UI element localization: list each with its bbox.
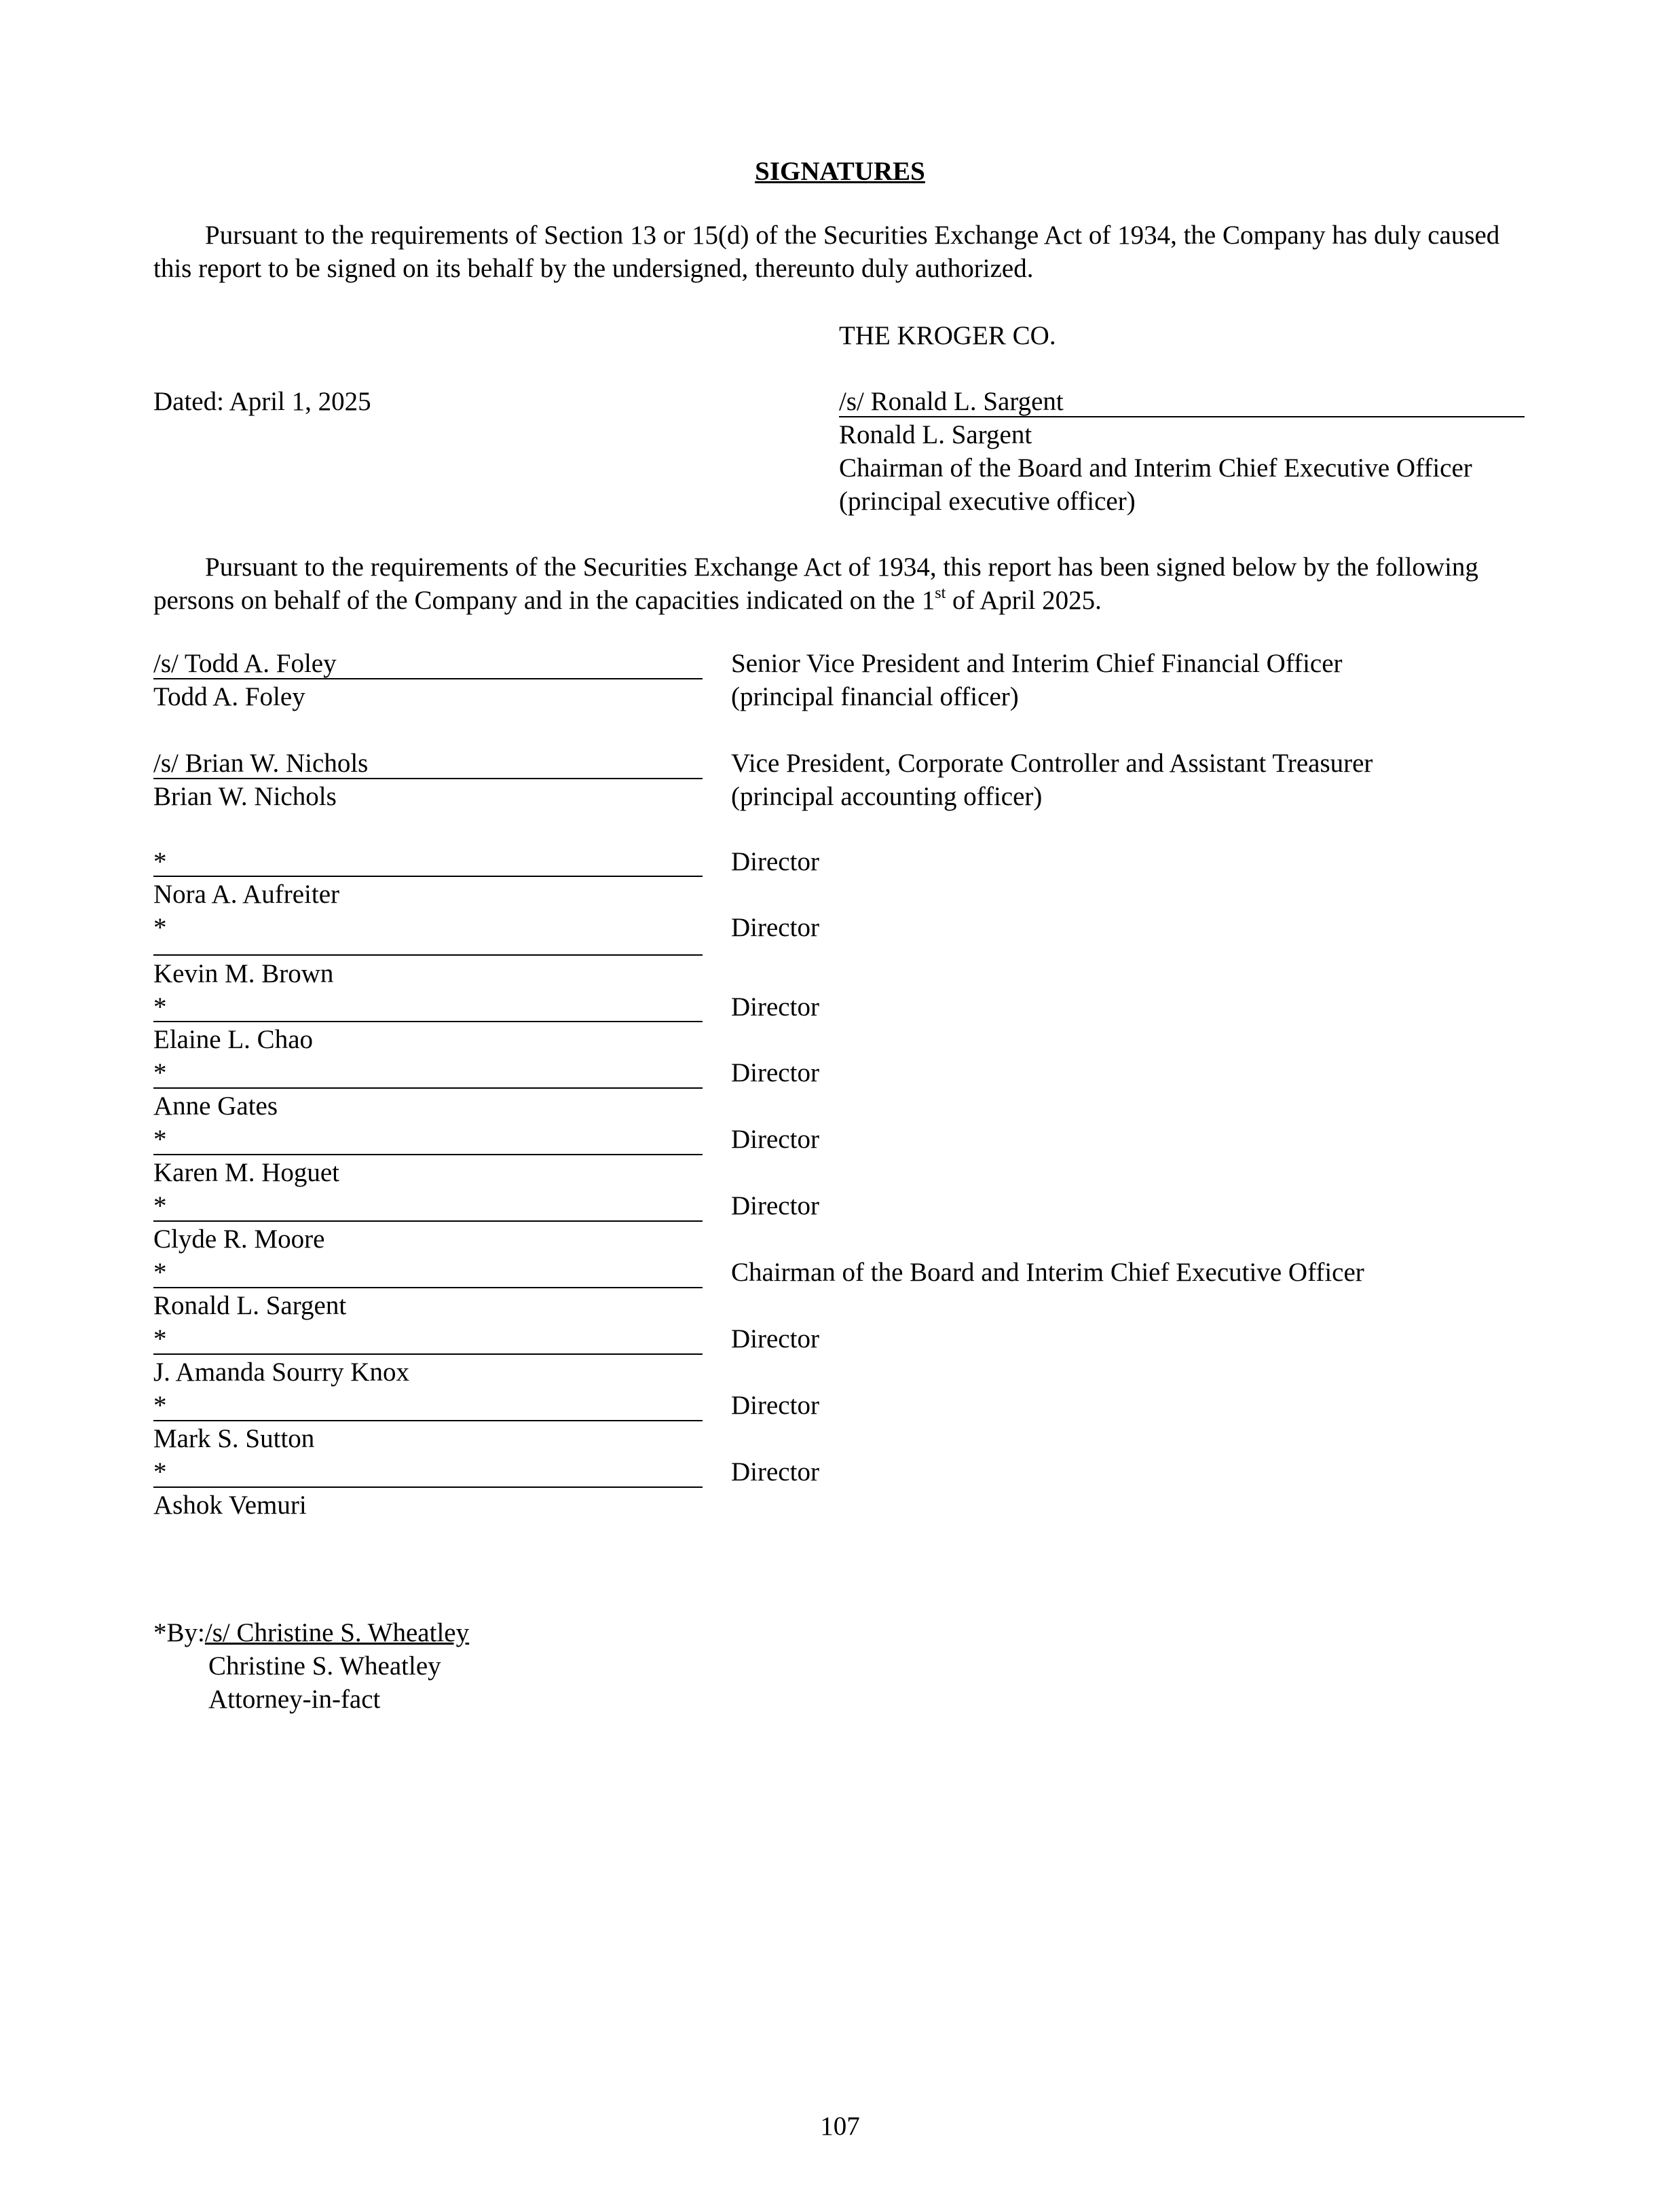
officer-name: Brian W. Nichols bbox=[153, 782, 337, 811]
officer-role: (principal financial officer) bbox=[731, 682, 1019, 711]
ordinal-suffix: st bbox=[935, 584, 946, 602]
attorney-signature-block bbox=[153, 1616, 469, 1649]
signature-line bbox=[153, 1486, 703, 1488]
director-name: Anne Gates bbox=[153, 1091, 278, 1121]
officer-title: Vice President, Corporate Controller and Assistant Treasurer bbox=[731, 749, 1373, 778]
director-capacity: Director bbox=[731, 1391, 819, 1420]
signature-mark: * bbox=[153, 913, 167, 942]
director-capacity: Chairman of the Board and Interim Chief Executive Officer bbox=[731, 1258, 1364, 1287]
signature-mark: * bbox=[153, 1125, 167, 1154]
signature-mark: * bbox=[153, 1058, 167, 1087]
officer-signature: /s/ Brian W. Nichols bbox=[153, 749, 369, 778]
director-capacity: Director bbox=[731, 1058, 819, 1087]
signature-mark: * bbox=[153, 1258, 167, 1287]
signature-mark: * bbox=[153, 1324, 167, 1353]
exec-signature-line bbox=[839, 416, 1525, 417]
dated-line: Dated: April 1, 2025 bbox=[153, 387, 371, 416]
intro-paragraph: Pursuant to the requirements of Section 13 or 15(d) of the Securities Exchange Act of 1934, the Company has duly caused this report to be signed on its behalf by the undersigned, thereunto duly authorized. bbox=[153, 221, 1500, 283]
director-capacity: Director bbox=[731, 1191, 819, 1220]
signature-line bbox=[153, 778, 703, 779]
signature-line bbox=[153, 876, 703, 877]
second-paragraph-text: Pursuant to the requirements of the Securities Exchange Act of 1934, this report has been signed below by the following persons on behalf of the Company and in the capacities indicated on the 1 bbox=[153, 553, 1478, 615]
director-capacity: Director bbox=[731, 1324, 819, 1353]
director-name: J. Amanda Sourry Knox bbox=[153, 1358, 409, 1387]
director-capacity: Director bbox=[731, 992, 819, 1022]
attorney-name: Christine S. Wheatley bbox=[208, 1651, 441, 1681]
director-name: Mark S. Sutton bbox=[153, 1424, 315, 1453]
director-name: Clyde R. Moore bbox=[153, 1224, 325, 1254]
signature-line bbox=[153, 954, 703, 956]
signature-mark: * bbox=[153, 1457, 167, 1486]
attorney-title: Attorney-in-fact bbox=[208, 1685, 381, 1714]
signature-line bbox=[153, 678, 703, 679]
page-title: SIGNATURES bbox=[755, 157, 925, 186]
director-name: Kevin M. Brown bbox=[153, 959, 334, 988]
exec-role: (principal executive officer) bbox=[839, 487, 1136, 516]
signature-line bbox=[153, 1087, 703, 1089]
signature-mark: * bbox=[153, 1191, 167, 1220]
second-paragraph bbox=[153, 550, 1538, 617]
director-capacity: Director bbox=[731, 913, 819, 942]
signature-line bbox=[153, 1154, 703, 1155]
officer-name: Todd A. Foley bbox=[153, 682, 305, 711]
officer-signature: /s/ Todd A. Foley bbox=[153, 649, 337, 678]
page-number: 107 bbox=[820, 2112, 860, 2141]
signature-line bbox=[153, 1287, 703, 1288]
officer-title: Senior Vice President and Interim Chief Financial Officer bbox=[731, 649, 1343, 678]
attorney-signature: /s/ Christine S. Wheatley bbox=[204, 1618, 470, 1647]
director-name: Karen M. Hoguet bbox=[153, 1158, 340, 1187]
second-paragraph-end: of April 2025. bbox=[946, 586, 1102, 615]
signature-mark: * bbox=[153, 992, 167, 1022]
signature-line bbox=[153, 1420, 703, 1421]
attorney-prefix: *By: bbox=[153, 1618, 205, 1647]
company-name: THE KROGER CO. bbox=[839, 321, 1056, 350]
officer-role: (principal accounting officer) bbox=[731, 782, 1043, 811]
exec-signature: /s/ Ronald L. Sargent bbox=[839, 387, 1064, 416]
signature-line bbox=[153, 1021, 703, 1022]
signature-line bbox=[153, 1220, 703, 1222]
exec-title: Chairman of the Board and Interim Chief Executive Officer bbox=[839, 453, 1472, 483]
director-name: Ronald L. Sargent bbox=[153, 1291, 347, 1320]
director-name: Ashok Vemuri bbox=[153, 1491, 307, 1520]
director-name: Nora A. Aufreiter bbox=[153, 880, 339, 909]
signature-mark: * bbox=[153, 847, 167, 876]
signature-mark: * bbox=[153, 1391, 167, 1420]
director-capacity: Director bbox=[731, 847, 819, 876]
director-capacity: Director bbox=[731, 1125, 819, 1154]
exec-name: Ronald L. Sargent bbox=[839, 420, 1032, 449]
director-capacity: Director bbox=[731, 1457, 819, 1486]
signature-line bbox=[153, 1353, 703, 1355]
director-name: Elaine L. Chao bbox=[153, 1025, 314, 1054]
